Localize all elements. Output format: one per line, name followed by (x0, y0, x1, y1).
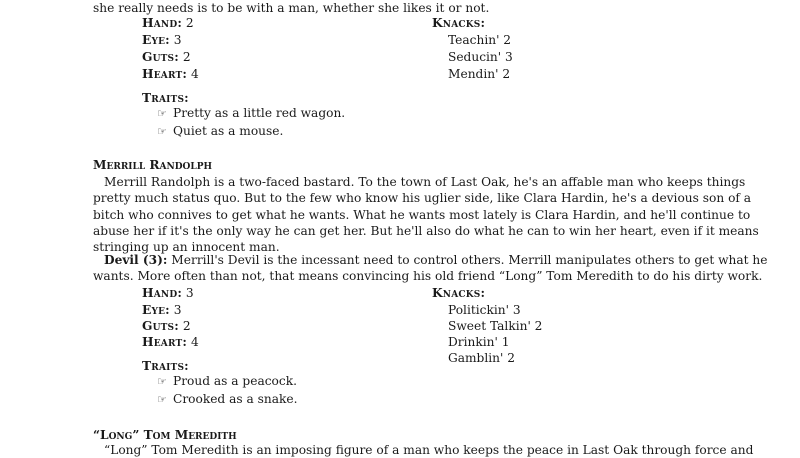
merrill-knack: Drinkin' 1 (448, 335, 510, 349)
pointing-hand-icon: ☞ (157, 107, 167, 120)
merrill-devil-line: Devil (3): Merrill's Devil is the incessant need to control others. Merrill manipulates others to get what he (104, 253, 768, 267)
merrill-heading: Merrill Randolph (93, 158, 213, 172)
pointing-hand-icon: ☞ (157, 393, 167, 406)
clara-trait: ☞ Pretty as a little red wagon. (157, 106, 346, 120)
merrill-stat-hand: Hand: 3 (142, 286, 194, 300)
merrill-stat-guts: Guts: 2 (142, 319, 191, 333)
merrill-knack: Gamblin' 2 (448, 351, 515, 365)
merrill-knack: Sweet Talkin' 2 (448, 319, 543, 333)
clara-knacks-label: Knacks: (432, 16, 486, 30)
merrill-devil-line: wants. More often than not, that means convincing his old friend “Long” Tom Meredith to do his dirty work. (93, 269, 763, 283)
clara-stat-heart: Heart: 4 (142, 67, 199, 81)
clara-stat-guts: Guts: 2 (142, 50, 191, 64)
merrill-knacks-label: Knacks: (432, 286, 486, 300)
merrill-trait: ☞ Proud as a peacock. (157, 374, 297, 388)
merrill-traits-label: Traits: (142, 359, 189, 373)
clara-traits-label: Traits: (142, 91, 189, 105)
clara-trait: ☞ Quiet as a mouse. (157, 124, 284, 138)
clara-knack: Seducin' 3 (448, 50, 513, 64)
devil-label: Devil (3): (104, 253, 168, 267)
tom-heading: “Long” Tom Meredith (93, 428, 237, 442)
clara-stat-eye: Eye: 3 (142, 33, 182, 47)
clara-knack: Teachin' 2 (448, 33, 512, 47)
merrill-desc-line: Merrill Randolph is a two-faced bastard. To the town of Last Oak, he's an affable man who keeps things (104, 175, 746, 189)
merrill-desc-line: abuse her if it's the only way he can get her. But he'll also do what he can to win her heart, even if it means (93, 224, 759, 238)
pointing-hand-icon: ☞ (157, 375, 167, 388)
clara-intro-tail: she really needs is to be with a man, whether she likes it or not. (93, 1, 490, 15)
clara-stat-hand: Hand: 2 (142, 16, 194, 30)
merrill-trait: ☞ Crooked as a snake. (157, 392, 298, 406)
merrill-desc-line: pretty much status quo. But to the few who know his uglier side, like Clara Hardin, he's a devious son of a (93, 191, 752, 205)
merrill-stat-heart: Heart: 4 (142, 335, 199, 349)
pointing-hand-icon: ☞ (157, 125, 167, 138)
clara-knack: Mendin' 2 (448, 67, 511, 81)
merrill-desc-line: stringing up an innocent man. (93, 240, 280, 254)
tom-first-line: “Long” Tom Meredith is an imposing figure of a man who keeps the peace in Last Oak through force and (104, 443, 754, 457)
merrill-desc-line: bitch who connives to get what he wants. What he wants most lately is Clara Hardin, and he'll continue to (93, 208, 751, 222)
merrill-knack: Politickin' 3 (448, 303, 521, 317)
merrill-stat-eye: Eye: 3 (142, 303, 182, 317)
